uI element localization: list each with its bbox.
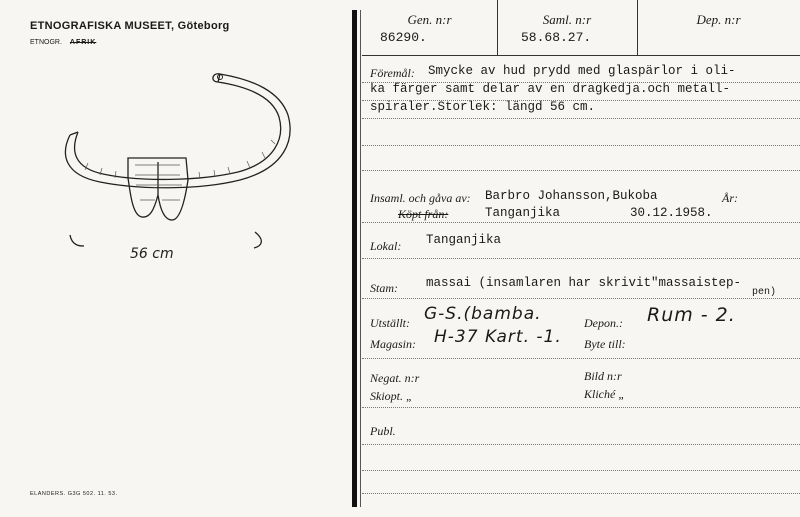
foremal-line-2: ka färger samt delar av en dragkedja.och metall- [370,82,731,96]
ruled-line [362,258,800,259]
depon-value: Rum - 2. [647,304,736,326]
dep-nr-label: Dep. n:r [696,12,741,27]
printer-line: ELANDERS. G3G 502. 11. 53. [30,491,118,497]
divider-thick [352,10,357,507]
foremal-line-1: Smycke av hud prydd med glaspärlor i oli- [428,64,736,78]
saml-nr-cell [497,0,638,56]
magasin-value: H-37 Kart. -1. [434,327,562,347]
ruled-line [362,470,800,471]
insamlat-location: Tanganjika [485,206,561,220]
gen-nr-cell [362,0,498,56]
lokal-label: Lokal: [370,239,402,253]
byte-label: Byte till: [584,337,626,351]
ruled-line [362,407,800,408]
foremal-label: Föremål: [370,66,415,80]
stam-value-cont: pen) [752,287,777,298]
ar-label: År: [722,191,738,205]
kliche-label: Kliché „ [584,387,625,401]
ruled-line [362,222,800,223]
gen-nr-value: 86290. [380,30,427,45]
stam-value: massai (insamlaren har skrivit"massaistep- [426,276,742,290]
publ-label: Publ. [370,424,396,438]
lokal-value: Tanganjika [426,233,502,247]
skiopt-label: Skiopt. „ [370,389,413,403]
ruled-line [362,358,800,359]
depon-label: Depon.: [584,316,623,330]
insamlat-donor: Barbro Johansson,Bukoba [485,189,658,203]
saml-nr-value: 58.68.27. [521,30,592,45]
negat-label: Negat. n:r [370,371,420,385]
dep-nr-cell [637,0,800,56]
card-right-panel [362,0,800,517]
saml-nr-label: Saml. n:r [542,12,592,27]
card-left-panel [0,0,352,517]
insamlat-date: 30.12.1958. [630,206,713,220]
stam-label: Stam: [370,281,398,295]
divider-thin [360,10,361,507]
museum-title: ETNOGRAFISKA MUSEET, Göteborg [30,20,230,32]
department-struck: AFRIK [69,39,97,46]
necklace-sketch [40,60,320,270]
bild-label: Bild n:r [584,369,622,383]
department-prefix: ETNOGR. [30,39,62,46]
ruled-line [362,100,800,101]
ruled-line [362,444,800,445]
ruled-line [362,493,800,494]
ruled-line [362,145,800,146]
utstallt-value: G-S.(bamba. [424,304,542,324]
department-line [30,39,96,46]
gen-nr-label: Gen. n:r [407,12,452,27]
magasin-label: Magasin: [370,337,416,351]
insamlat-label: Insaml. och gåva av: [370,191,471,205]
ruled-line [362,82,800,83]
ruled-line [362,298,800,299]
sketch-size-label: 56 cm [130,246,174,262]
ruled-line [362,118,800,119]
kopt-label: Köpt från: [398,207,449,221]
utstallt-label: Utställt: [370,316,411,330]
ruled-line [362,170,800,171]
foremal-line-3: spiraler.Storlek: längd 56 cm. [370,100,596,114]
